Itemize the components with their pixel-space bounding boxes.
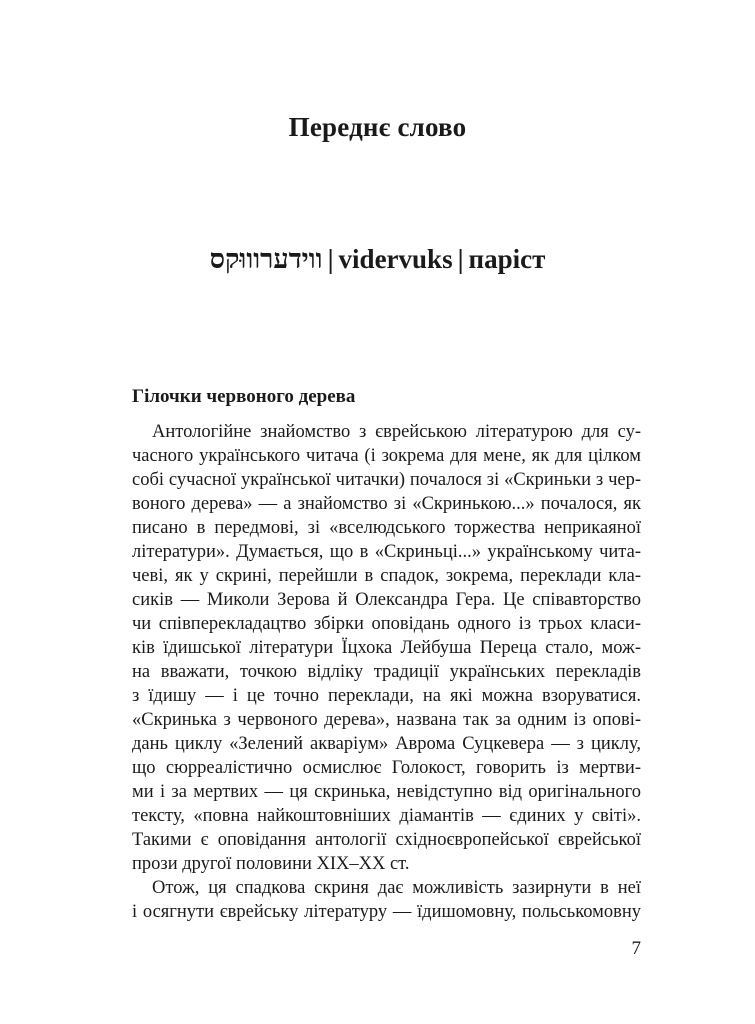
text-line: і осягнути єврейську літературу — їдишомовну, польськомовну [132, 902, 641, 922]
text-line: на вважати, точкою відліку традиції українських перекладів [132, 662, 641, 682]
text-line: з їдишу — і це точно переклади, на які можна взоруватися. [132, 686, 641, 706]
text-line: літератури». Думається, що в «Скриньці...» українському чита- [132, 542, 641, 562]
text-line: ків їдишської літератури Їцхока Лейбуша Переца стало, мож- [132, 638, 641, 658]
text-line: Отож, ця спадкова скриня дає можливість зазирнути в неї [152, 878, 641, 898]
text-line: Антологійне знайомство з єврейською літературою для су- [152, 422, 641, 442]
text-line: що сюрреалістично осмислює Голокост, говорить із мертви- [132, 758, 641, 778]
section-heading: Гілочки червоного дерева [132, 386, 356, 407]
text-line: Такими є оповідання антології східноєвропейської єврейської [132, 830, 641, 850]
page-number: 7 [631, 938, 641, 959]
body-text [132, 420, 641, 924]
subtitle-separator-1: | [327, 244, 334, 274]
text-line: чеві, як у скрині, перейшли в спадок, зокрема, переклади кла- [132, 566, 641, 586]
text-line: писано в передмові, зі «вселюдського торжества неприкаяної [132, 518, 641, 538]
subtitle-separator-2: | [457, 244, 464, 274]
subtitle-latin: vidervuks [338, 244, 453, 274]
text-line: дань циклу «Зелений акваріум» Аврома Суцкевера — з циклу, [132, 734, 641, 754]
text-line: ми і за мертвих — ця скринька, невідступно від оригінального [132, 782, 641, 802]
text-line: собі сучасної української читачки) почалося зі «Скриньки з чер- [132, 470, 641, 490]
text-line: прози другої половини XIX–XX ст. [132, 854, 410, 874]
text-line: «Скринька з червоного дерева», названа так за одним із опові- [132, 710, 641, 730]
text-line: тексту, «повна найкоштовніших діамантів — єдиних у світі». [132, 806, 641, 826]
subtitle-ukrainian: паріст [468, 244, 546, 274]
text-line: воного дерева» — а знайомство зі «Скринькою...» почалося, як [132, 494, 641, 514]
subtitle-yiddish: ווידערוווּקס [209, 244, 323, 275]
text-line: часного українського читача (і зокрема для мене, як для цілком [132, 446, 641, 466]
chapter-subtitle [0, 244, 755, 275]
chapter-title: Переднє слово [288, 112, 467, 142]
paragraph-1 [132, 420, 641, 876]
text-line: сиків — Миколи Зерова й Олександра Гера. Це співавторство [132, 590, 641, 610]
text-line: чи співперекладацтво збірки оповідань одного із трьох класи- [132, 614, 641, 634]
paragraph-2 [132, 876, 641, 924]
